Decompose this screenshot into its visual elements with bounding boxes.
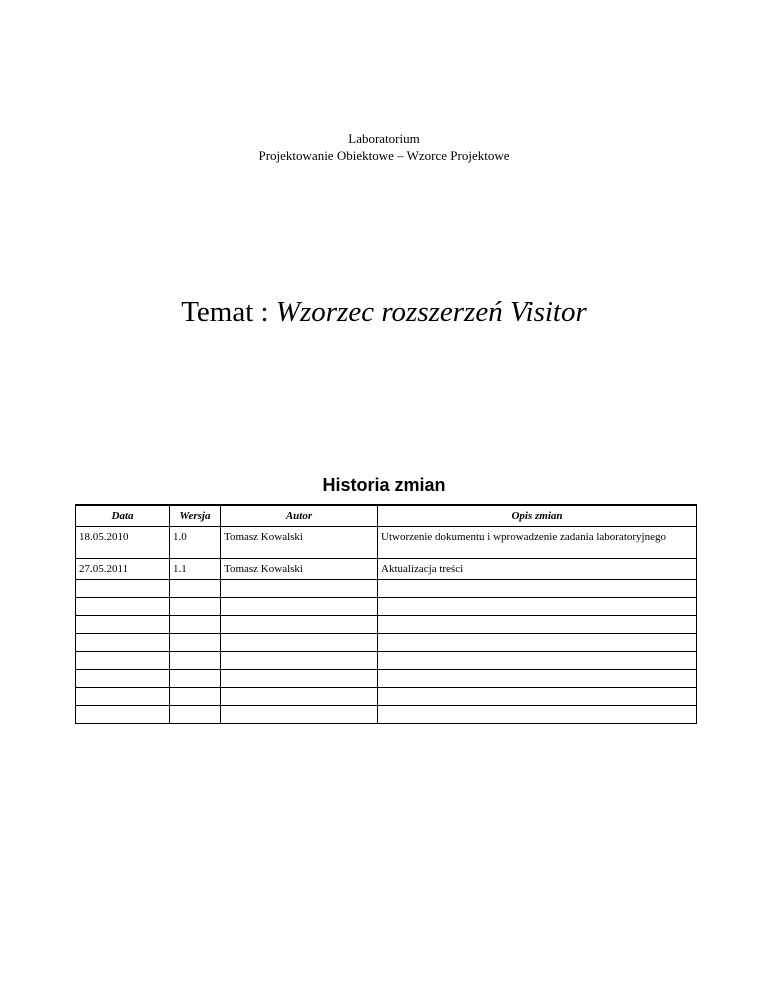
- empty-cell: [378, 688, 697, 706]
- empty-cell: [378, 670, 697, 688]
- empty-cell: [378, 652, 697, 670]
- empty-cell: [76, 670, 170, 688]
- history-table: [75, 504, 697, 724]
- empty-cell: [378, 706, 697, 724]
- empty-cell: [378, 580, 697, 598]
- empty-cell: [170, 634, 221, 652]
- empty-cell: [76, 616, 170, 634]
- history-heading: Historia zmian: [322, 475, 446, 495]
- empty-cell: [170, 688, 221, 706]
- empty-cell: [378, 634, 697, 652]
- empty-table-row: [76, 616, 697, 634]
- empty-cell: [76, 580, 170, 598]
- document-header: [0, 130, 768, 164]
- empty-cell: [221, 652, 378, 670]
- empty-cell: [221, 670, 378, 688]
- history-header-row: [76, 505, 697, 527]
- document-title: [0, 293, 768, 331]
- empty-cell: [170, 706, 221, 724]
- cell-author: Tomasz Kowalski: [221, 559, 378, 580]
- empty-cell: [76, 598, 170, 616]
- empty-cell: [221, 598, 378, 616]
- header-line-lab: Laboratorium: [348, 131, 420, 146]
- cell-description: Aktualizacja treści: [378, 559, 697, 580]
- cell-version: 1.1: [170, 559, 221, 580]
- empty-table-row: [76, 706, 697, 724]
- column-header-date: Data: [76, 505, 170, 527]
- cell-author: Tomasz Kowalski: [221, 527, 378, 559]
- empty-cell: [76, 688, 170, 706]
- table-row: [76, 559, 697, 580]
- empty-cell: [170, 670, 221, 688]
- header-line-course: Projektowanie Obiektowe – Wzorce Projektowe: [258, 148, 510, 163]
- cell-date: 18.05.2010: [76, 527, 170, 559]
- empty-table-row: [76, 670, 697, 688]
- empty-cell: [221, 616, 378, 634]
- title-prefix: Temat :: [181, 296, 276, 328]
- cell-description: Utworzenie dokumentu i wprowadzenie zadania laboratoryjnego: [378, 527, 697, 559]
- empty-cell: [76, 634, 170, 652]
- empty-table-row: [76, 580, 697, 598]
- column-header-author: Autor: [221, 505, 378, 527]
- cell-date: 27.05.2011: [76, 559, 170, 580]
- column-header-version: Wersja: [170, 505, 221, 527]
- empty-table-row: [76, 598, 697, 616]
- empty-cell: [170, 616, 221, 634]
- empty-cell: [378, 598, 697, 616]
- empty-table-row: [76, 634, 697, 652]
- empty-cell: [170, 580, 221, 598]
- empty-table-row: [76, 688, 697, 706]
- empty-cell: [221, 706, 378, 724]
- column-header-description: Opis zmian: [378, 505, 697, 527]
- title-topic: Wzorzec rozszerzeń Visitor: [275, 296, 587, 328]
- empty-cell: [76, 652, 170, 670]
- empty-cell: [378, 616, 697, 634]
- empty-cell: [221, 634, 378, 652]
- empty-cell: [170, 652, 221, 670]
- empty-table-row: [76, 652, 697, 670]
- empty-cell: [221, 688, 378, 706]
- empty-cell: [76, 706, 170, 724]
- table-row: [76, 527, 697, 559]
- empty-cell: [221, 580, 378, 598]
- empty-cell: [170, 598, 221, 616]
- cell-version: 1.0: [170, 527, 221, 559]
